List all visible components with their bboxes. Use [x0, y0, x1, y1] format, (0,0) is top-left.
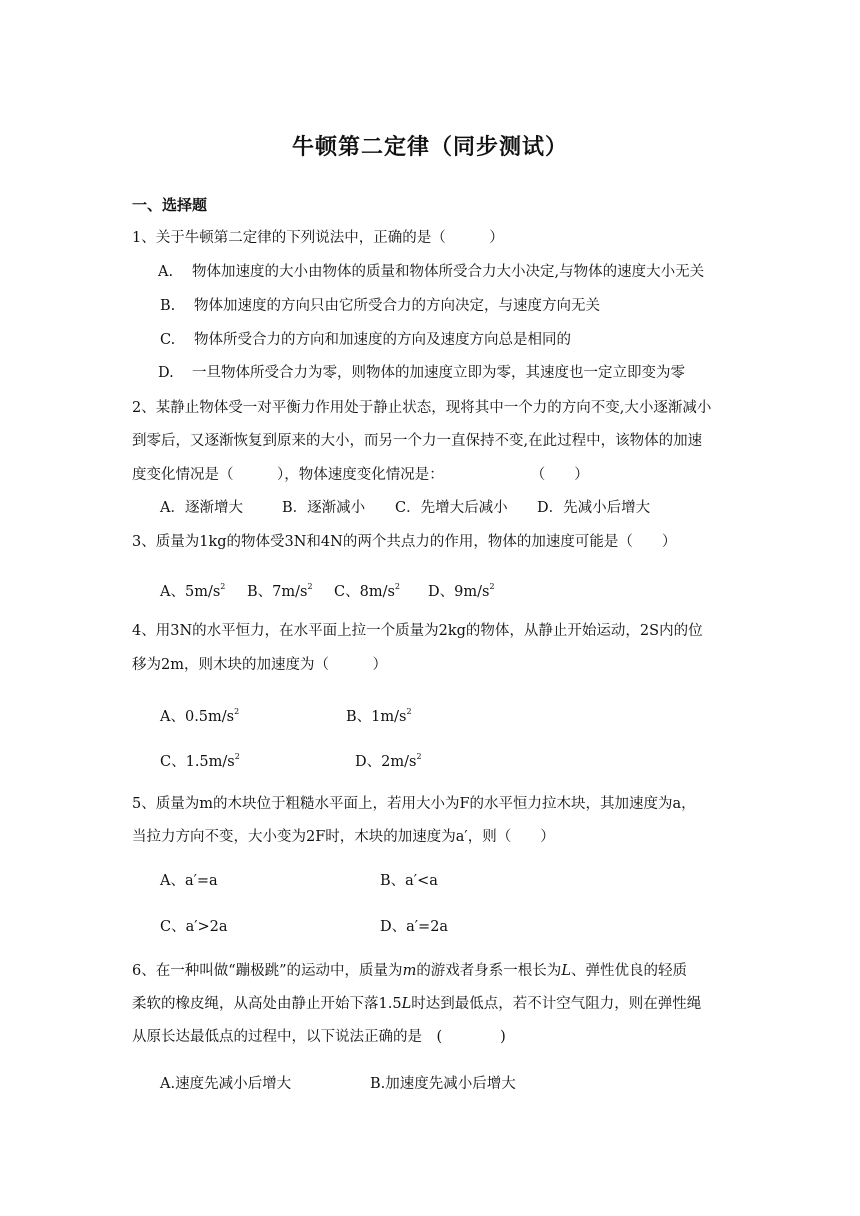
question-6-option-a: A.速度先减小后增大: [160, 1076, 292, 1092]
question-1-option-c: C. 物体所受合力的方向和加速度的方向及速度方向总是相同的: [160, 332, 571, 348]
question-6-line-3: 从原长达最低点的过程中，以下说法正确的是 ( ): [132, 1029, 506, 1045]
question-5-option-d: D、a′=2a: [380, 919, 449, 935]
question-1-stem: 1、关于牛顿第二定律的下列说法中，正确的是（ ）: [132, 230, 504, 246]
question-4-option-b: B、$1m/s^2$: [346, 707, 412, 725]
question-4-line-1: 4、用3N的水平恒力，在水平面上拉一个质量为2kg的物体，从静止开始运动，2S内的位: [132, 623, 703, 639]
question-4-option-c: C、$1.5m/s^2$: [160, 752, 240, 770]
question-3-option-c: C、$8m/s^2$: [334, 582, 400, 600]
question-3-option-d: D、$9m/s^2$: [428, 582, 495, 600]
question-3-option-b: B、$7m/s^2$: [247, 582, 313, 600]
question-2-option-a: A．逐渐增大: [160, 500, 243, 516]
question-5-option-a: A、a′=a: [160, 873, 218, 889]
question-6-option-b: B.加速度先减小后增大: [370, 1076, 516, 1092]
question-5-line-2: 当拉力方向不变，大小变为2F时，木块的加速度为a′，则（ ）: [132, 829, 555, 845]
question-4-line-2: 移为2m，则木块的加速度为（ ）: [132, 657, 387, 673]
question-1-option-b: B. 物体加速度的方向只由它所受合力的方向决定，与速度方向无关: [160, 298, 600, 314]
question-3-option-a: A、$5m/s^2$: [160, 582, 226, 600]
section-heading: 一、选择题: [132, 196, 208, 214]
question-2-line-1: 2、某静止物体受一对平衡力作用处于静止状态，现将其中一个力的方向不变,大小逐渐减小: [132, 400, 712, 416]
question-2-line-2: 到零后，又逐渐恢复到原来的大小，而另一个力一直保持不变,在此过程中，该物体的加速: [132, 433, 703, 449]
question-2-option-d: D．先减小后增大: [537, 500, 651, 516]
question-4-option-a: A、$0.5m/s^2$: [160, 707, 240, 725]
question-2-option-c: C．先增大后减小: [395, 500, 508, 516]
question-3-stem: 3、质量为1kg的物体受3N和4N的两个共点力的作用，物体的加速度可能是（ ）: [132, 534, 677, 550]
question-5-option-b: B、a′<a: [380, 873, 438, 889]
question-5-option-c: C、a′>2a: [160, 919, 228, 935]
question-2-option-b: B．逐渐减小: [282, 500, 366, 516]
page-title: 牛顿第二定律（同步测试）: [291, 135, 568, 160]
question-6-line-2: 柔软的橡皮绳，从高处由静止开始下落1.5L时达到最低点，若不计空气阻力，则在弹性绳: [132, 996, 702, 1012]
question-1-option-a: A. 物体加速度的大小由物体的质量和物体所受合力大小决定,与物体的速度大小无关: [158, 264, 705, 280]
question-6-line-1: 6、在一种叫做“蹦极跳”的运动中，质量为m的游戏者身系一根长为L、弹性优良的轻质: [132, 963, 687, 979]
question-4-option-d: D、$2m/s^2$: [355, 752, 422, 770]
question-1-option-d: D. 一旦物体所受合力为零，则物体的加速度立即为零，其速度也一定立即变为零: [158, 365, 685, 381]
question-2-line-3: 度变化情况是（ ），物体速度变化情况是： （ ）: [132, 467, 589, 483]
question-5-line-1: 5、质量为m的木块位于粗糙水平面上，若用大小为F的水平恒力拉木块，其加速度为a，: [132, 796, 696, 812]
